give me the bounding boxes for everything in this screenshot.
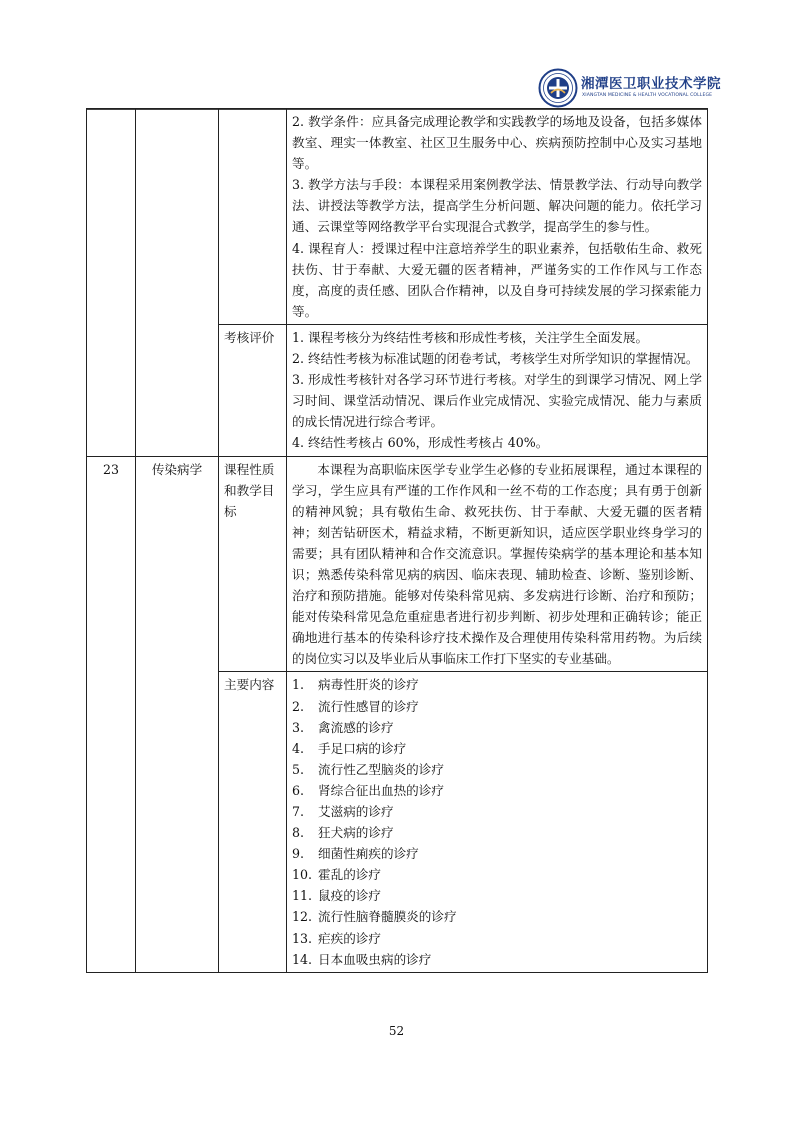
- list-item: 13. 疟疾的诊疗: [292, 930, 381, 946]
- college-name-en: XIANGTAN MEDICINE & HEALTH VOCATIONAL COLLEGE: [582, 93, 713, 98]
- list-item: 3. 禽流感的诊疗: [292, 719, 394, 735]
- list-item: 7. 艾滋病的诊疗: [292, 804, 394, 819]
- list-item: 10. 霍乱的诊疗: [292, 867, 381, 883]
- course-name: 传染病学: [136, 456, 219, 972]
- list-item: 12. 流行性脑脊髓膜炎的诊疗: [292, 909, 457, 925]
- requirement-item: 3. 教学方法与手段：本课程采用案例教学法、情景教学法、行动导向教学法、讲授法等教学方法，提高学生分析问题、解决问题的能力。依托学习通、云课堂等网络教学平台实现混合式教学，提高学生的参与性。: [292, 177, 702, 235]
- assessment-item: 2. 终结性考核为标准试题的闭卷考试，考核学生对所学知识的掌握情况。: [292, 351, 699, 367]
- list-item: 5. 流行性乙型脑炎的诊疗: [292, 761, 444, 777]
- prev-name-cell: [136, 109, 219, 457]
- assessment-cell: [287, 324, 708, 456]
- prev-label-cell: [219, 109, 287, 325]
- main-content-label: 主要内容: [219, 672, 287, 972]
- list-item: 9. 细菌性痢疾的诊疗: [292, 846, 419, 862]
- list-item: 1. 病毒性肝炎的诊疗: [292, 677, 419, 693]
- topic-list: [292, 674, 702, 969]
- list-item: 14. 日本血吸虫病的诊疗: [292, 951, 432, 967]
- college-logo: [538, 68, 721, 108]
- course-nature-text: 本课程为高职临床医学专业学生必修的专业拓展课程，通过本课程的学习，学生应具有严谨的工作作风和一丝不苟的工作态度；具有勇于创新的精神风貌；具有敬佑生命、救死扶伤、甘于奉献、大爱无疆的医者精神；刻苦钻研医术，精益求精，不断更新知识，适应医学职业终身学习的需要；具有团队精神和合作交流意识。掌握传染病学的基本理论和基本知识；熟悉传染科常见病的病因、临床表现、辅助检查、诊断、鉴别诊断、治疗和预防措施。能够对传染科常见病、多发病进行诊断、治疗和预防；能对传染科常见急危重症患者进行初步判断、初步处理和正确转诊；能正确地进行基本的传染科诊疗技术操作及合理使用传染科常用药物。为后续的岗位实习以及毕业后从事临床工作打下坚实的专业基础。: [292, 461, 702, 667]
- list-item: 8. 狂犬病的诊疗: [292, 825, 394, 841]
- page-number: 52: [388, 1024, 405, 1038]
- prev-number-cell: [87, 109, 136, 457]
- college-name-cn: 湘潭医卫职业技术学院: [581, 76, 721, 92]
- course-nature-cell: [287, 456, 708, 672]
- requirement-item: 4. 课程育人：授课过程中注意培养学生的职业素养，包括敬佑生命、救死扶伤、甘于奉献、大爱无疆的医者精神，严谨务实的工作作风与工作态度，高度的责任感、团队合作精神，以及自身可持续发展的学习探索能力等。: [292, 240, 702, 319]
- list-item: 2. 流行性感冒的诊疗: [292, 698, 419, 714]
- course-table: [86, 108, 708, 973]
- requirement-item: 2. 教学条件：应具备完成理论教学和实践教学的场地及设备，包括多媒体教室、理实一体教室、社区卫生服务中心、疾病预防控制中心及实习基地等。: [292, 114, 702, 172]
- course-nature-label: 课程性质和教学目标: [219, 456, 287, 672]
- main-content-cell: [287, 672, 708, 972]
- college-emblem-icon: [538, 68, 578, 108]
- course-number: 23: [87, 456, 136, 972]
- assessment-item: 4. 终结性考核占 60%，形成性考核占 40%。: [292, 435, 549, 451]
- table-row: [87, 456, 708, 672]
- list-item: 11. 鼠疫的诊疗: [292, 888, 381, 904]
- list-item: 6. 肾综合征出血热的诊疗: [292, 782, 444, 798]
- table-row: [87, 109, 708, 325]
- assessment-label: 考核评价: [219, 324, 287, 456]
- assessment-item: 3. 形成性考核针对各学习环节进行考核。对学生的到课学习情况、网上学习时间、课堂活动情况、课后作业完成情况、实验完成情况、能力与素质的成长情况进行综合考评。: [292, 372, 702, 430]
- teaching-requirements-cell: [287, 109, 708, 325]
- assessment-item: 1. 课程考核分为终结性考核和形成性考核，关注学生全面发展。: [292, 329, 649, 345]
- list-item: 4. 手足口病的诊疗: [292, 740, 407, 756]
